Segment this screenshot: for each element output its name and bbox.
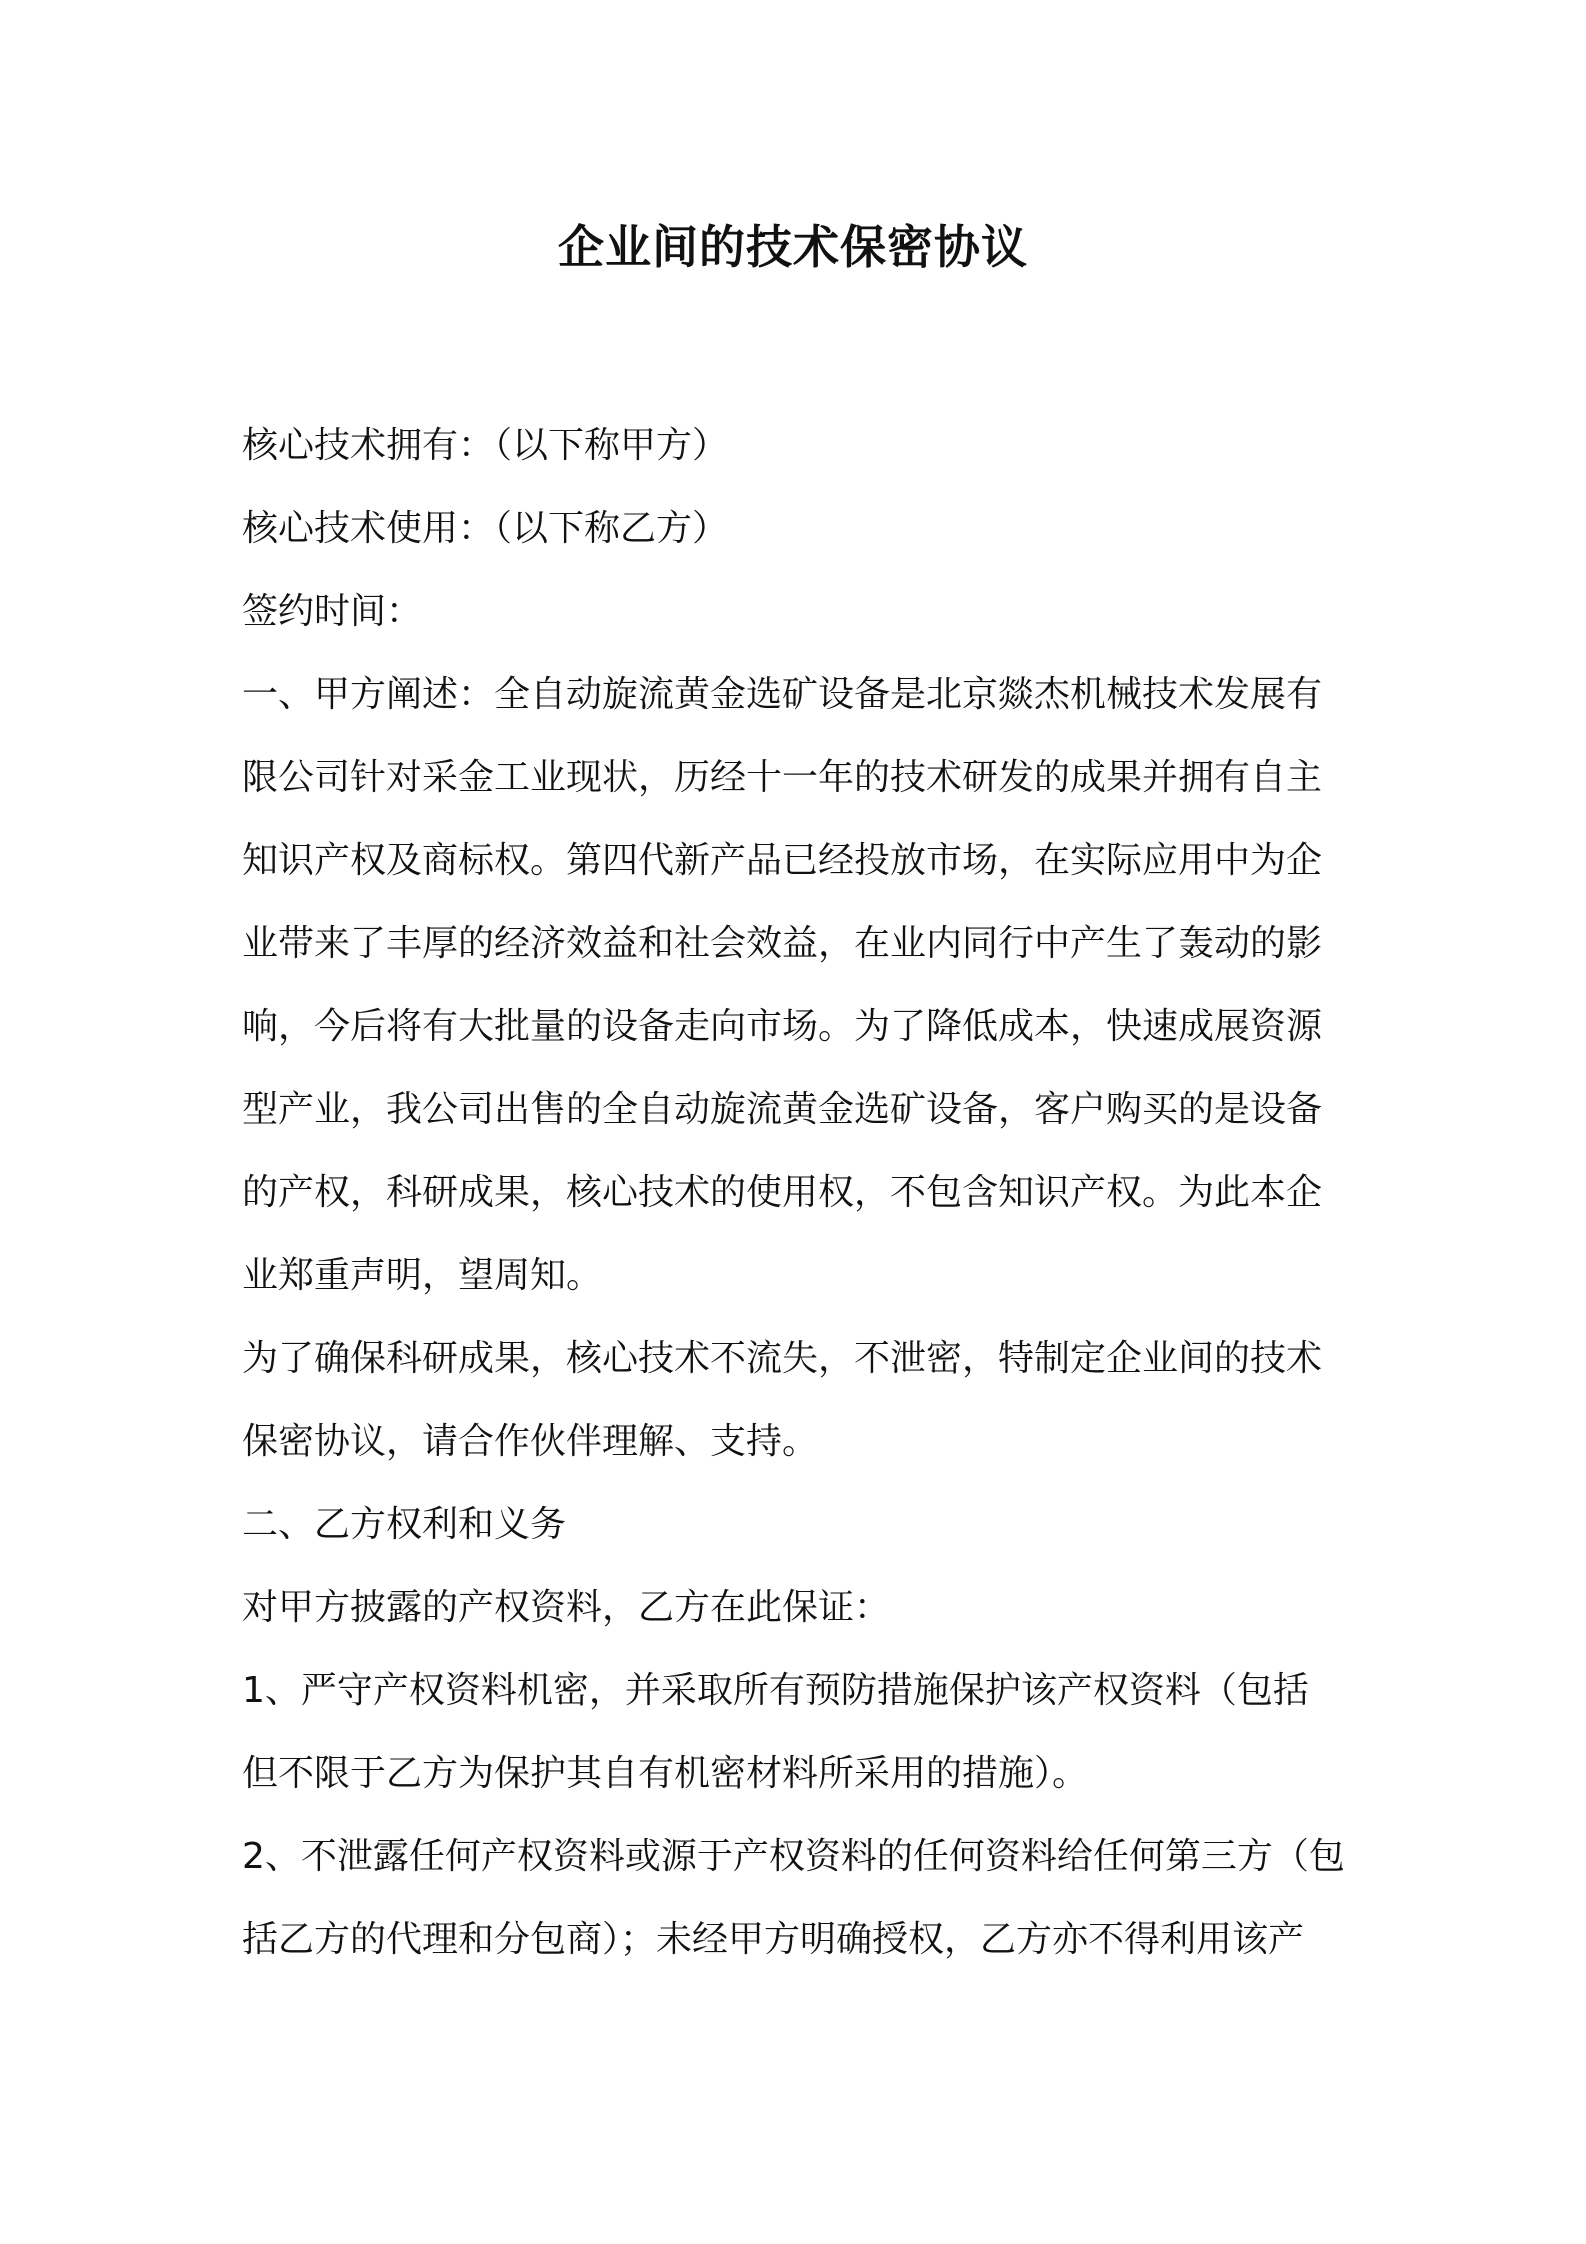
paragraph-line: 一、甲方阐述：全自动旋流黄金选矿设备是北京燚杰机械技术发展有 xyxy=(242,674,1323,715)
paragraph-line: 响，今后将有大批量的设备走向市场。为了降低成本，快速成展资源 xyxy=(242,1006,1323,1047)
clause-line: 2、不泄露任何产权资料或源于产权资料的任何资料给任何第三方（包 xyxy=(242,1836,1345,1877)
clause-line: 但不限于乙方为保护其自有机密材料所采用的措施）。 xyxy=(242,1753,1089,1794)
paragraph-line: 对甲方披露的产权资料，乙方在此保证： xyxy=(242,1587,891,1628)
document-title: 企业间的技术保密协议 xyxy=(558,220,1028,274)
paragraph-line: 保密协议，请合作伙伴理解、支持。 xyxy=(242,1421,819,1462)
section-heading: 二、乙方权利和义务 xyxy=(242,1504,567,1545)
party-b-line: 核心技术使用：（以下称乙方） xyxy=(242,508,729,549)
document-body xyxy=(242,404,1352,1981)
clause-line: 1、严守产权资料机密，并采取所有预防措施保护该产权资料（包括 xyxy=(242,1670,1309,1711)
paragraph-line: 型产业，我公司出售的全自动旋流黄金选矿设备，客户购买的是设备 xyxy=(242,1089,1323,1130)
paragraph-line: 业带来了丰厚的经济效益和社会效益，在业内同行中产生了轰动的影 xyxy=(242,923,1323,964)
signing-time-line: 签约时间： xyxy=(242,591,423,632)
paragraph-line: 业郑重声明，望周知。 xyxy=(242,1255,603,1296)
paragraph-line: 知识产权及商标权。第四代新产品已经投放市场，在实际应用中为企 xyxy=(242,840,1323,881)
paragraph-line: 为了确保科研成果，核心技术不流失，不泄密，特制定企业间的技术 xyxy=(242,1338,1323,1379)
paragraph-line: 限公司针对采金工业现状，历经十一年的技术研发的成果并拥有自主 xyxy=(242,757,1323,798)
paragraph-line: 的产权，科研成果，核心技术的使用权，不包含知识产权。为此本企 xyxy=(242,1172,1323,1213)
clause-line: 括乙方的代理和分包商）；未经甲方明确授权，乙方亦不得利用该产 xyxy=(242,1919,1305,1960)
party-a-line: 核心技术拥有：（以下称甲方） xyxy=(242,425,729,466)
